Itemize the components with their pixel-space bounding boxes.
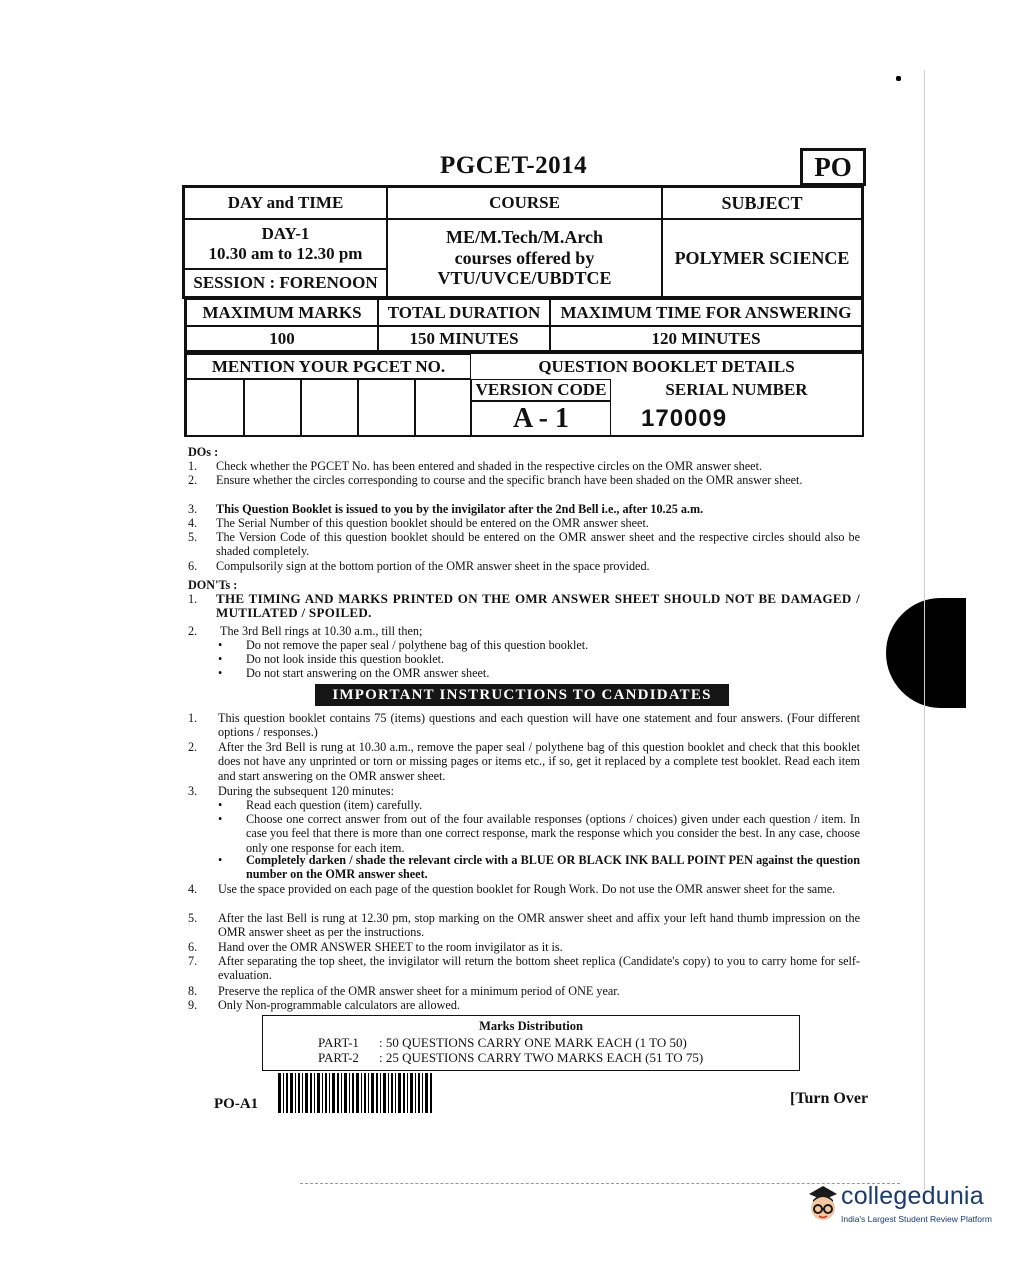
course-line-1: ME/M.Tech/M.Arch — [446, 226, 603, 247]
version-code-value: A - 1 — [471, 401, 611, 437]
max-marks-label: MAXIMUM MARKS — [186, 299, 378, 326]
subject-label: SUBJECT — [662, 187, 862, 219]
list-item: • Choose one correct answer from out of the four available responses (options / choices) given under each question / item. In case you feel that there is more than one correct response, mark the response which you consider the best. In any case, choose only one response for each item. — [218, 812, 860, 855]
collegedunia-watermark — [805, 1180, 1005, 1240]
brand-name: collegedunia — [841, 1182, 984, 1210]
marks-distribution-box — [262, 1015, 800, 1071]
serial-number-label: SERIAL NUMBER — [665, 380, 808, 400]
list-item: 4. The Serial Number of this question booklet should be entered on the OMR answer sheet. — [188, 516, 649, 530]
marks-distribution-title: Marks Distribution — [479, 1019, 583, 1033]
pgcet-digit-box[interactable] — [415, 379, 471, 437]
list-item: 6. Hand over the OMR ANSWER SHEET to the room invigilator as it is. — [188, 940, 563, 954]
part-2-text: : 25 QUESTIONS CARRY TWO MARKS EACH (51 TO 75) — [379, 1050, 704, 1065]
course-value — [387, 219, 662, 297]
day-value: DAY-1 — [261, 224, 310, 244]
brand-tagline: India's Largest Student Review Platform — [841, 1214, 992, 1224]
total-duration-label: TOTAL DURATION — [378, 299, 550, 326]
list-item: 2. After the 3rd Bell is rung at 10.30 a.m., remove the paper seal / polythene bag of this question booklet and check that this booklet does not have any unprinted or torn or missing pages or items etc., if so, get it replaced by a complete test booklet. Read each item and start answering on the OMR answer sheet. — [188, 740, 860, 783]
total-duration-value: 150 MINUTES — [378, 326, 550, 352]
version-code-label: VERSION CODE — [471, 379, 611, 401]
subject-value: POLYMER SCIENCE — [662, 219, 862, 297]
pgcet-digit-box[interactable] — [358, 379, 415, 437]
list-item: 1. Check whether the PGCET No. has been entered and shaded in the respective circles on the OMR answer sheet. — [188, 459, 763, 473]
list-item: 5. The Version Code of this question booklet should be entered on the OMR answer sheet and the respective circles should also be shaded completely. — [188, 530, 860, 559]
list-item: 1. THE TIMING AND MARKS PRINTED ON THE OMR ANSWER SHEET SHOULD NOT BE DAMAGED / MUTILATED / SPOILED. — [188, 591, 860, 621]
list-item: • Completely darken / shade the relevant circle with a BLUE OR BLACK INK BALL POINT PEN against the question number on the OMR answer sheet. — [218, 853, 860, 882]
page-edge-tab — [886, 598, 966, 708]
course-line-2: courses offered by — [454, 247, 595, 268]
pgcet-digit-box[interactable] — [186, 379, 244, 437]
marks-duration-table — [184, 297, 864, 352]
exam-title: PGCET-2014 — [440, 152, 588, 179]
pgcet-digit-box[interactable] — [301, 379, 358, 437]
list-item: 2. Ensure whether the circles corresponding to course and the specific branch have been shaded on the OMR answer sheet. — [188, 473, 803, 487]
max-time-value: 120 MINUTES — [550, 326, 862, 352]
dos-heading: DOs : — [188, 445, 219, 459]
serial-number-value: 170009 — [641, 405, 728, 433]
pgcet-digit-box[interactable] — [244, 379, 301, 437]
subject-code-box: PO — [800, 148, 866, 186]
part-1-text: : 50 QUESTIONS CARRY ONE MARK EACH (1 TO 50) — [379, 1035, 687, 1050]
session-value: SESSION : FORENOON — [184, 269, 387, 297]
exam-info-table — [182, 185, 864, 299]
booklet-code: PO-A1 — [214, 1096, 259, 1112]
list-item: 7. After separating the top sheet, the invigilator will return the bottom sheet replica (Candidate's copy) to you to carry home for self-evaluation. — [188, 954, 860, 983]
list-item: 2. The 3rd Bell rings at 10.30 a.m., till then; — [188, 624, 423, 638]
list-item: • Do not look inside this question booklet. — [218, 652, 445, 666]
part-1-label: PART-1 — [318, 1035, 359, 1050]
time-value: 10.30 am to 12.30 pm — [208, 244, 363, 263]
mascot-icon — [805, 1184, 841, 1224]
pgcet-booklet-table — [184, 352, 864, 437]
list-item: • Read each question (item) carefully. — [218, 798, 423, 812]
part-2-label: PART-2 — [318, 1050, 359, 1065]
course-label: COURSE — [387, 187, 662, 219]
scan-line — [924, 70, 925, 1190]
barcode-image — [278, 1073, 434, 1113]
day-time-label: DAY and TIME — [184, 187, 387, 219]
list-item: 6. Compulsorily sign at the bottom portion of the OMR answer sheet in the space provided. — [188, 559, 650, 573]
pgcet-no-label: MENTION YOUR PGCET NO. — [186, 354, 471, 379]
list-item: 4. Use the space provided on each page of the question booklet for Rough Work. Do not use the OMR answer sheet for the same. — [188, 882, 836, 896]
booklet-details-label: QUESTION BOOKLET DETAILS — [538, 356, 795, 376]
instructions-banner: IMPORTANT INSTRUCTIONS TO CANDIDATES — [315, 684, 729, 706]
list-item: 9. Only Non-programmable calculators are allowed. — [188, 998, 460, 1012]
course-line-3: VTU/UVCE/UBDTCE — [437, 268, 612, 289]
list-item: • Do not start answering on the OMR answer sheet. — [218, 666, 490, 680]
turn-over-label: [Turn Over — [790, 1090, 869, 1107]
list-item: 5. After the last Bell is rung at 12.30 pm, stop marking on the OMR answer sheet and affix your left hand thumb impression on the OMR answer sheet as per the instructions. — [188, 911, 860, 940]
donts-heading: DON'Ts : — [188, 578, 238, 592]
list-item: • Do not remove the paper seal / polythene bag of this question booklet. — [218, 638, 589, 652]
day-time-value — [184, 219, 387, 269]
list-item: 3. During the subsequent 120 minutes: — [188, 784, 395, 798]
max-marks-value: 100 — [186, 326, 378, 352]
list-item: 8. Preserve the replica of the OMR answer sheet for a minimum period of ONE year. — [188, 984, 620, 998]
list-item: 3. This Question Booklet is issued to you by the invigilator after the 2nd Bell i.e., after 10.25 a.m. — [188, 502, 704, 516]
max-time-label: MAXIMUM TIME FOR ANSWERING — [550, 299, 862, 326]
scan-mark — [896, 76, 901, 81]
list-item: 1. This question booklet contains 75 (items) questions and each question will have one statement and four answers. (Four different options / responses.) — [188, 711, 860, 740]
